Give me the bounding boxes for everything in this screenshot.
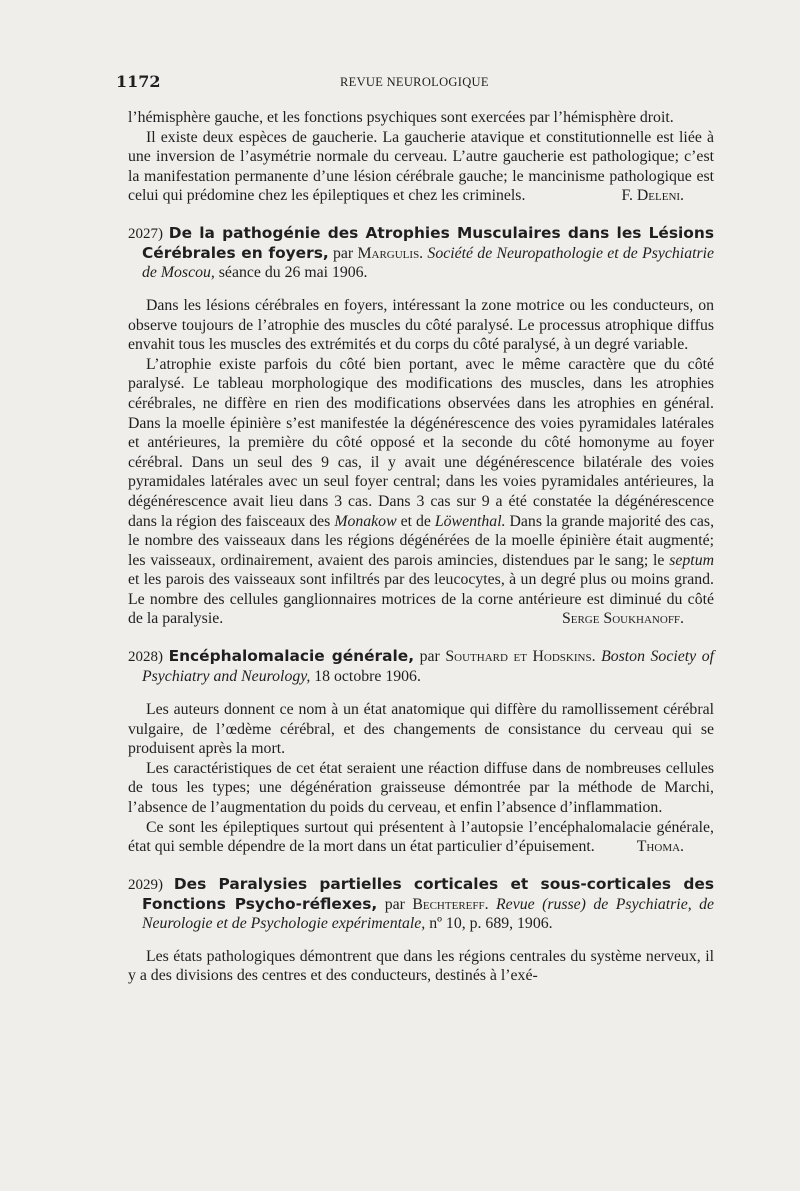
page-number: 1172	[116, 72, 161, 91]
paragraph-text: Dans la grande majorité des cas, le nombre des vaisseaux dans les régions dégénérées de la moelle épinière était augmenté; les vaisseaux, ordinairement, avaient des parois amincies, distendues par le sang; le	[128, 512, 715, 569]
name-monakow: Monakow	[334, 512, 397, 530]
name-lowenthal: Löwenthal.	[434, 512, 506, 530]
page-header	[116, 72, 712, 94]
entry-paragraph-1: Les états pathologiques démontrent que dans les régions centrales du système nerveux, il y a des divisions des centres et des conducteurs, destinés à l’exé-	[128, 947, 714, 985]
intro-paragraph-2-text: Il existe deux espèces de gaucherie. La gaucherie atavique et constitutionnelle est liée à une inversion de l’asymétrie normale du cerveau. L’autre gaucherie est pathologique; c’est la manifestation permanente d’une lésion cérébrale gauche; le mancinisme pathologique est celui qui prédomine chez les épileptiques et chez les criminels.	[128, 128, 714, 205]
entry-paragraph-1: Dans les lésions cérébrales en foyers, intéressant la zone motrice ou les conducteurs, on observe toujours de l’atrophie des muscles du côté paralysé. Le processus atrophique diffus envahit tous les muscles des extrémités et du corps du côté paralysé, à un degré variable.	[128, 296, 714, 354]
entry-heading	[128, 647, 714, 686]
by-word: par	[384, 895, 405, 913]
signature-thoma: Thoma.	[636, 838, 684, 856]
entry-source: Société de Neuropathologie et de Psychiatrie de Moscou,	[142, 244, 715, 281]
entry-date: 18 octobre 1906.	[314, 668, 421, 686]
entry-number: 2028)	[128, 649, 163, 666]
entry-source: Revue (russe) de Psychiatrie, de Neurologie et de Psychologie expérimentale,	[142, 895, 715, 932]
entry-2027	[128, 224, 714, 629]
entry-title: Encéphalomalacie générale,	[168, 647, 415, 666]
entry-date: nº 10, p. 689, 1906.	[429, 914, 553, 932]
signature-deleni: F. Deleni.	[621, 187, 684, 205]
entry-paragraph-2	[128, 355, 714, 629]
entry-2028	[128, 647, 714, 857]
paragraph-text: et les parois des vaisseaux sont infiltrés par des leucocytes, à un degré plus ou moins grand. Le nombre des cellules ganglionnaires motrices de la corne antérieure est diminué du côté de la paralysie.	[128, 571, 714, 628]
by-word: par	[419, 648, 440, 666]
by-word: par	[333, 244, 354, 262]
entry-number: 2029)	[128, 876, 163, 893]
entry-paragraph-2: Les caractéristiques de cet état seraient une réaction diffuse dans de nombreuses cellules de tous les types; une dégénération graisseuse démontrée par la méthode de Marchi, l’absence de l’augmentation du poids du cerveau, et enfin l’absence d’inflammation.	[128, 759, 714, 817]
entry-source: Boston Society of Psychiatry and Neurology,	[142, 648, 714, 686]
paragraph-text: Ce sont les épileptiques surtout qui présentent à l’autopsie l’encéphalomalacie générale, état qui semble dépendre de la mort dans un état particulier d’épuisement.	[128, 818, 714, 856]
entry-author: Bechtereff.	[412, 895, 489, 913]
entry-paragraph-1: Les auteurs donnent ce nom à un état anatomique qui diffère du ramollissement cérébral vulgaire, de l’œdème cérébral, et des changements de consistance du cerveau qui se produisent après la mort.	[128, 701, 714, 758]
running-title: REVUE NEUROLOGIQUE	[340, 75, 489, 89]
entry-author: Southard et Hodskins.	[445, 648, 596, 666]
entry-date: séance du 26 mai 1906.	[218, 263, 368, 281]
entry-paragraph-3	[128, 818, 714, 857]
intro-paragraph-1: l’hémisphère gauche, et les fonctions psychiques sont exercées par l’hémisphère droit.	[128, 109, 674, 126]
entry-author: Margulis.	[357, 244, 424, 262]
signature-soukhanoff: Serge Soukhanoff.	[561, 610, 684, 628]
entry-title: De la pathogénie des Atrophies Musculaires dans les Lésions Cérébrales en foyers,	[142, 223, 714, 262]
entry-number: 2027)	[128, 225, 163, 242]
conjunction: et de	[400, 512, 431, 530]
text-column	[128, 108, 714, 986]
paragraph-text: L’atrophie existe parfois du côté bien portant, avec le même caractère que du côté paralysé. Le tableau morphologique des modifications des muscles, dans les atrophies cérébrales, ne diffère en rien des modifications observées dans les atrophies en général. Dans la moelle épinière s’est manifestée la dégénérescence des voies pyramidales latérales et antérieures, la première du côté opposé et la seconde du côté homonyme au foyer cérébral. Dans un seul des 9 cas, il y avait une dégénérescence bilatérale des voies pyramidales latérales avec un seul foyer central; dans les voies pyramidales antérieures, la dégénérescence avait lieu dans 3 cas. Dans 3 cas sur 9 a été constatée la dégénérescence dans la région des faisceaux des	[128, 355, 714, 530]
entry-heading	[128, 875, 714, 933]
entry-title: Des Paralysies partielles corticales et sous-corticales des Fonctions Psycho-réflexes,	[142, 874, 714, 913]
entry-2029	[128, 875, 714, 986]
entry-heading	[128, 224, 714, 282]
intro-paragraph-2	[128, 128, 714, 206]
term-septum: septum	[669, 551, 715, 569]
